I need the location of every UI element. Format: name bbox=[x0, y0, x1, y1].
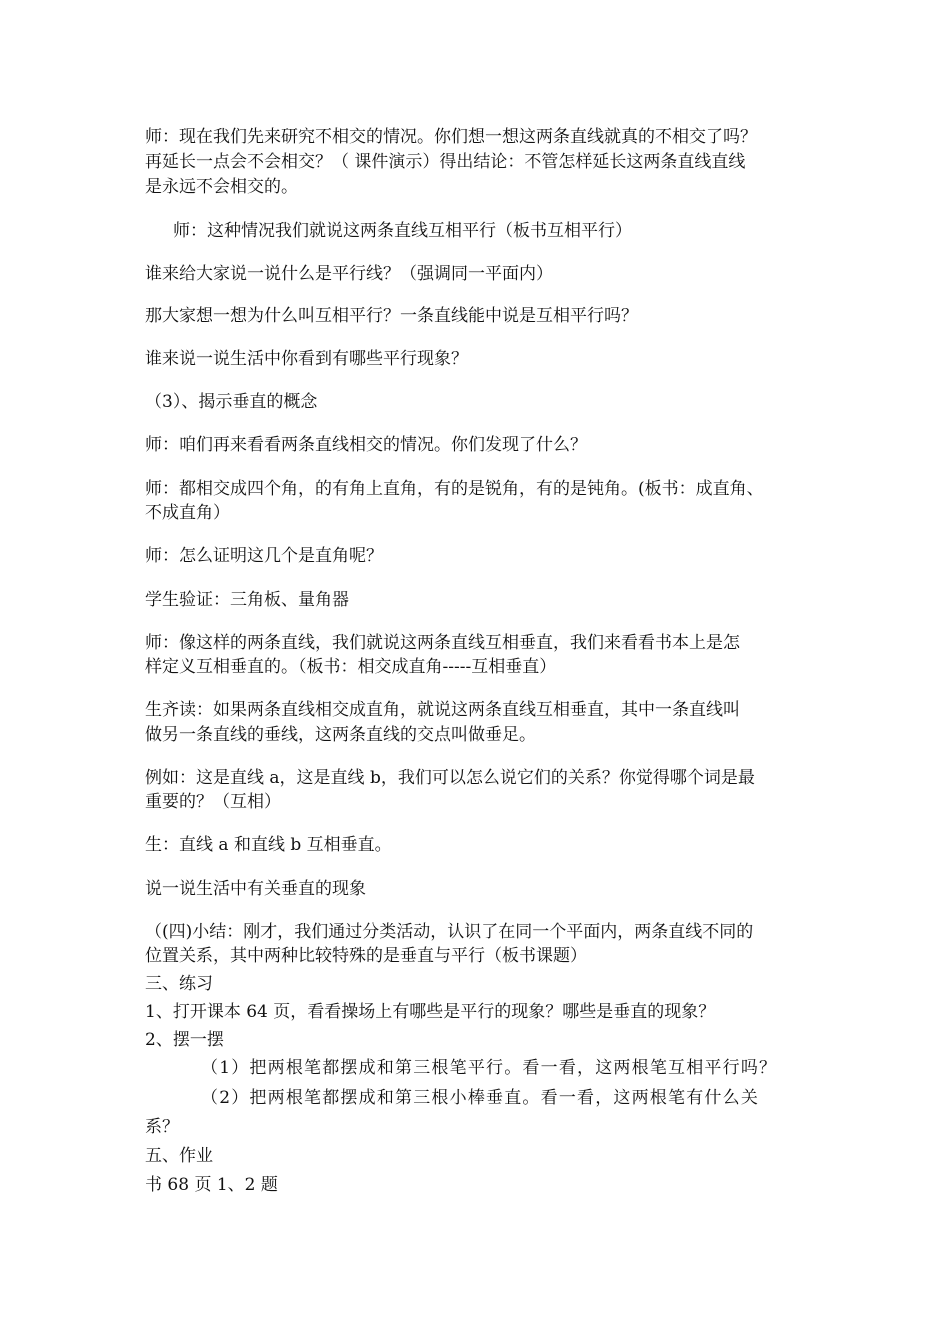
text-line: 样定义互相垂直的。（板书：相交成直角-----互相垂直） bbox=[145, 657, 557, 677]
text-line: 位置关系，其中两种比较特殊的是垂直与平行（板书课题） bbox=[145, 946, 587, 966]
text-line: 学生验证：三角板、量角器 bbox=[145, 590, 349, 610]
text-line: 师：怎么证明这几个是直角呢？ bbox=[145, 546, 383, 566]
text-line: 师：咱们再来看看两条直线相交的情况。你们发现了什么？ bbox=[145, 435, 587, 455]
text-line: 谁来说一说生活中你看到有哪些平行现象？ bbox=[145, 349, 468, 369]
exercise-subitem: （1）把两根笔都摆成和第三根笔平行。看一看，这两根笔互相平行吗？ bbox=[201, 1058, 778, 1078]
text-line: 谁来给大家说一说什么是平行线？（强调同一平面内） bbox=[145, 264, 553, 284]
text-line: 师：像这样的两条直线，我们就说这两条直线互相垂直，我们来看看书本上是怎 bbox=[145, 633, 740, 653]
exercise-item: 2、摆一摆 bbox=[145, 1030, 224, 1050]
text-line: 不成直角） bbox=[145, 503, 230, 523]
section-heading: （3）、揭示垂直的概念 bbox=[145, 392, 318, 412]
exercise-item: 1、打开课本 64 页，看看操场上有哪些是平行的现象？哪些是垂直的现象？ bbox=[145, 1002, 716, 1022]
text-line: 师：都相交成四个角，的有角上直角，有的是锐角，有的是钝角。(板书：成直角、 bbox=[145, 479, 764, 499]
text-line: 重要的？（互相） bbox=[145, 792, 281, 812]
exercise-subitem: （2）把两根笔都摆成和第三根小棒垂直。看一看，这两根笔有什么关 bbox=[201, 1088, 760, 1108]
text-line: 生：直线 a 和直线 b 互相垂直。 bbox=[145, 835, 392, 855]
section-heading: 五、作业 bbox=[145, 1146, 213, 1166]
text-line: 系？ bbox=[145, 1117, 179, 1137]
text-line: 再延长一点会不会相交？（ 课件演示）得出结论：不管怎样延长这两条直线直线 bbox=[145, 152, 746, 172]
text-line: 师：这种情况我们就说这两条直线互相平行（板书互相平行） bbox=[173, 221, 632, 241]
text-line: 是永远不会相交的。 bbox=[145, 177, 298, 197]
section-heading: 三、练习 bbox=[145, 974, 213, 994]
text-line: 例如：这是直线 a，这是直线 b，我们可以怎么说它们的关系？你觉得哪个词是最 bbox=[145, 768, 755, 788]
homework-item: 书 68 页 1、2 题 bbox=[145, 1175, 278, 1195]
text-line: 说一说生活中有关垂直的现象 bbox=[145, 879, 366, 899]
text-line: 那大家想一想为什么叫互相平行？一条直线能中说是互相平行吗？ bbox=[145, 306, 638, 326]
text-line: （(四)小结：刚才，我们通过分类活动，认识了在同一个平面内，两条直线不同的 bbox=[145, 922, 754, 942]
text-line: 做另一条直线的垂线，这两条直线的交点叫做垂足。 bbox=[145, 725, 536, 745]
text-line: 生齐读：如果两条直线相交成直角，就说这两条直线互相垂直，其中一条直线叫 bbox=[145, 700, 740, 720]
text-line: 师：现在我们先来研究不相交的情况。你们想一想这两条直线就真的不相交了吗？ bbox=[145, 127, 757, 147]
